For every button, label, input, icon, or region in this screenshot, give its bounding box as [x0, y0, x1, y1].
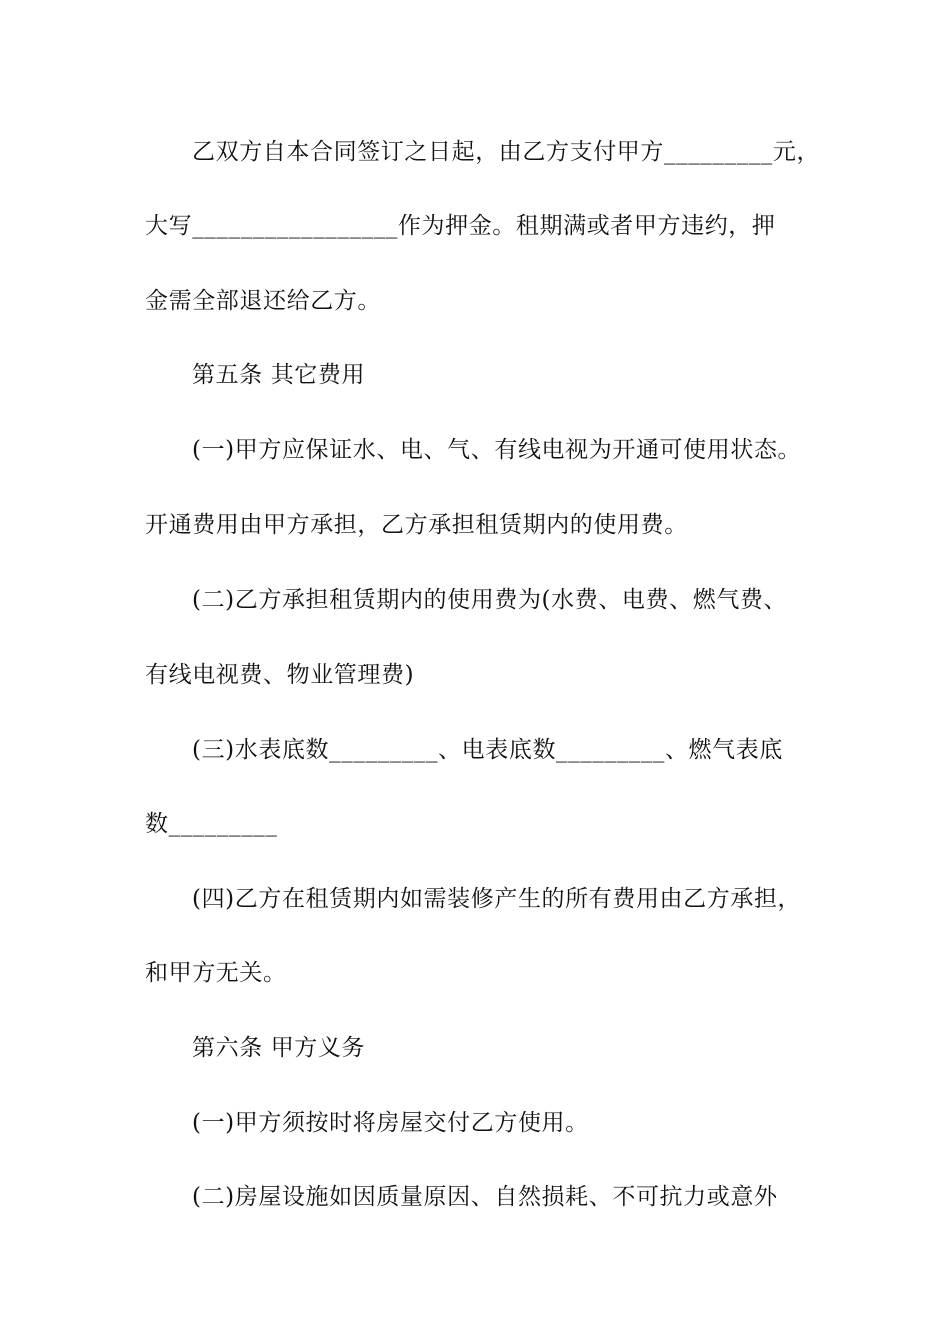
article-5-item-4-line-1: (四)乙方在租赁期内如需装修产生的所有费用由乙方承担， — [192, 886, 802, 912]
article-5-item-1-line-1: (一)甲方应保证水、电、气、有线电视为开通可使用状态。 — [192, 437, 802, 463]
article-6-heading: 第六条 甲方义务 — [192, 1035, 366, 1061]
article-5-heading: 第五条 其它费用 — [192, 362, 366, 388]
article-5-item-1-line-2: 开通费用由甲方承担，乙方承担租赁期内的使用费。 — [145, 512, 688, 538]
article-5-item-2-line-2: 有线电视费、物业管理费) — [145, 662, 415, 688]
article-5-item-3-line-1: (三)水表底数_________、电表底数_________、燃气表底 — [192, 737, 783, 763]
article-5-item-2-line-1: (二)乙方承担租赁期内的使用费为(水费、电费、燃气费、 — [192, 587, 788, 613]
article-6-item-2-line-1: (二)房屋设施如因质量原因、自然损耗、不可抗力或意外 — [192, 1184, 778, 1210]
deposit-paragraph-line-2: 大写_________________作为押金。租期满或者甲方违约，押 — [145, 213, 776, 239]
deposit-paragraph-line-1: 乙双方自本合同签订之日起，由乙方支付甲方_________元， — [192, 139, 821, 165]
article-5-item-4-line-2: 和甲方无关。 — [145, 960, 287, 986]
deposit-paragraph-line-3: 金需全部退还给乙方。 — [145, 288, 381, 314]
article-6-item-1: (一)甲方须按时将房屋交付乙方使用。 — [192, 1110, 589, 1136]
article-5-item-3-line-2: 数_________ — [145, 811, 278, 837]
